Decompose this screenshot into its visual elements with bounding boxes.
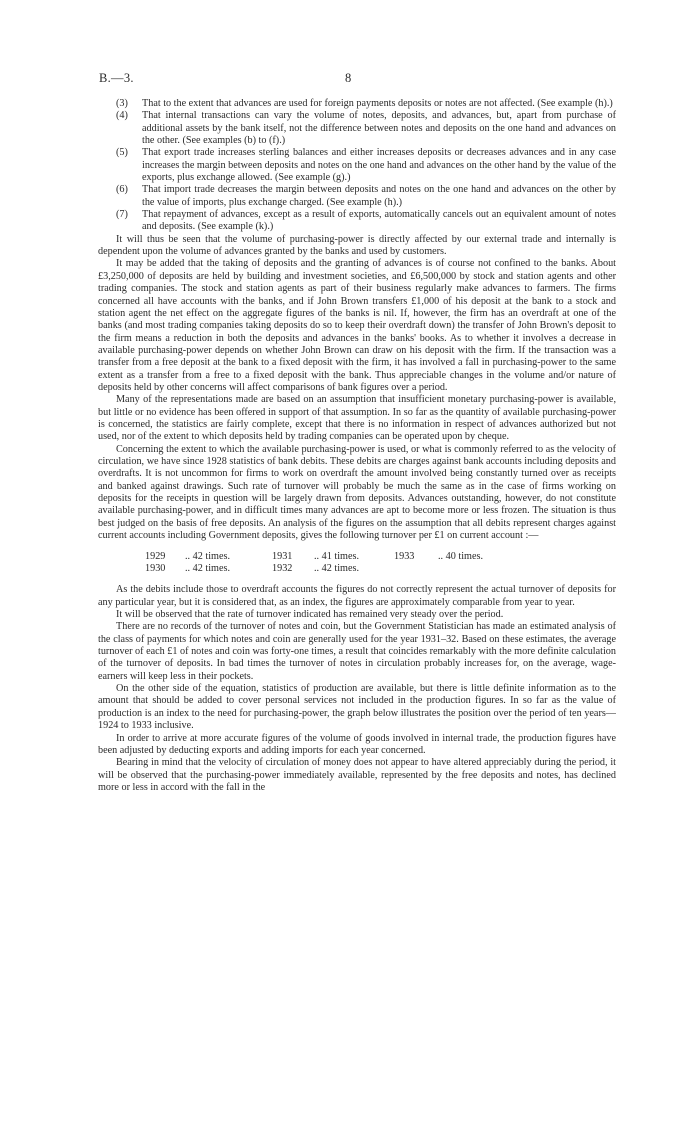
list-item-number: (3): [116, 98, 128, 109]
paragraph: It will thus be seen that the volume of purchasing-power is directly affected by our external trade and internally is dependent upon the volume of advances granted by the banks and used by customers.: [98, 233, 616, 258]
list-item: [98, 209, 616, 234]
turnover-value: .. 41 times.: [314, 551, 359, 563]
turnover-year: 1929: [145, 551, 166, 563]
turnover-year: 1930: [145, 563, 166, 575]
list-item-text: That to the extent that advances are used for foreign payments deposits or notes are not affected. (See example (h).): [142, 98, 613, 109]
paragraph: Bearing in mind that the velocity of circulation of money does not appear to have altered appreciably during the period, it will be observed that the purchasing-power immediately available, represented by the free deposits and notes, has declined more or less in accord with the fall in the: [98, 757, 616, 793]
turnover-value: .. 42 times.: [185, 563, 230, 575]
turnover-year: 1931: [272, 551, 293, 563]
list-item-text: That export trade increases sterling balances and either increases deposits or decreases advances and in any case increases the margin between deposits and notes on the one hand and advances on the other hand by the value of the exports, plus exchange allowed. (See example (g).): [142, 147, 616, 184]
list-item-number: (6): [116, 184, 128, 196]
paragraph: As the debits include those to overdraft accounts the figures do not correctly represent the actual turnover of deposits for any particular year, but it is considered that, as an index, the figures are approximately comparable from year to year.: [98, 584, 616, 608]
list-item-number: (5): [116, 147, 128, 159]
paragraph: There are no records of the turnover of notes and coin, but the Government Statistician has made an estimated analysis of the class of payments for which notes and coin are generally used for the year 1931–32. Based on these estimates, the average turnover of each £1 of notes and coin was forty-one times, a result that coincides remarkably with the more definite calculation of the turnover of deposits. In bad times the turnover of notes in circulation probably increases for, on the average, wage-earners will keep less in their pockets.: [98, 621, 616, 682]
document-reference: B.—3.: [99, 71, 134, 85]
turnover-year: 1933: [394, 551, 415, 563]
list-item: [98, 98, 616, 110]
list-item: [98, 147, 616, 184]
paragraph: Many of the representations made are based on an assumption that insufficient monetary purchasing-power is available, but little or no evidence has been offered in support of that assumption. In so far as the quantity of available purchasing-power is concerned, the statistics are fairly complete, except that there is no information in respect of advances authorized but not used, nor of the extent to which deposits held by trading companies can be operated upon by cheque.: [98, 394, 616, 443]
turnover-value: .. 40 times.: [438, 551, 483, 563]
paragraph: Concerning the extent to which the available purchasing-power is used, or what is commonly referred to as the velocity of circulation, we have since 1928 statistics of bank debits. These debits are charges against bank accounts including deposits and overdrafts. It is not uncommon for firms to work on overdraft the amount involved being constantly turned over as receipts and banked against drawings. Such rate of turnover will probably be much the same as in the case of firms working on deposits for the receipts in question will be largely drawn from deposits. Advances outstanding, however, do not constitute available purchasing-power, and in difficult times many advances are apt to become more or less frozen. The situation is thus best judged on the basis of free deposits. An analysis of the figures on the assumption that all debits represent charges against current accounts including Government deposits, gives the following turnover per £1 on current account :—: [98, 443, 616, 542]
list-item-number: (4): [116, 110, 128, 122]
list-item-number: (7): [116, 209, 128, 221]
turnover-table: [98, 551, 616, 576]
turnover-value: .. 42 times.: [185, 551, 230, 563]
page-number: 8: [345, 71, 352, 85]
paragraph: It will be observed that the rate of turnover indicated has remained very steady over the period.: [116, 609, 504, 621]
document-body: [98, 98, 616, 794]
turnover-year: 1932: [272, 563, 293, 575]
paragraph: In order to arrive at more accurate figures of the volume of goods involved in internal trade, the production figures have been adjusted by deducting exports and adding imports for each year concerned.: [98, 732, 616, 756]
list-item-text: That repayment of advances, except as a result of exports, automatically cancels out an equivalent amount of notes and deposits. (See example (k).): [142, 209, 616, 233]
paragraph: On the other side of the equation, statistics of production are available, but there is little definite information as to the amount that should be added to cover personal services not included in the production figures. In so far as the value of production is an index to the need for purchasing-power, the graph below illustrates the position over the period of ten years—1924 to 1933 inclusive.: [98, 683, 616, 732]
conclusions-list: [98, 98, 616, 234]
list-item: [98, 110, 616, 147]
list-item-text: That import trade decreases the margin between deposits and notes on the one hand and advances on the other by the value of imports, plus exchange charged. (See example (h).): [142, 184, 616, 208]
list-item-text: That internal transactions can vary the volume of notes, deposits, and advances, but, apart from purchase of additional assets by the bank itself, not the difference between notes and deposits on the one hand and advances on the other. (See examples (b) to (f).): [142, 110, 616, 147]
paragraph: It may be added that the taking of deposits and the granting of advances is of course not confined to the banks. About £3,250,000 of deposits are held by building and investment societies, and £6,500,000 by stock and station agents and other trading companies. The stock and station agents as part of their business regularly make advances to farmers. The firms concerned all have accounts with the banks, and if John Brown transfers £1,000 of his deposit at the bank to a stock and station agent the net effect on the aggregate figures of the banks is nil. If, however, the firm has an overdraft at one of the banks (and most trading companies taking deposits do so to keep their overdraft down) the transfer of John Brown's deposit to the firm means a reduction in both the deposits and advances in the banks' books. As to whether it involves a decrease in available purchasing-power depends on whether John Brown can draw on his deposit with the firm. If the transaction was a transfer from a free deposit at the bank to a fixed deposit with the firm, it has involved a fall in purchasing-power to the same extent as a transfer from a free to a fixed deposit with the bank. Thus appreciable changes in the volume and/or nature of deposits held by other concerns will affect comparisons of bank figures over a period.: [98, 258, 616, 393]
list-item: [98, 184, 616, 209]
turnover-value: .. 42 times.: [314, 563, 359, 575]
